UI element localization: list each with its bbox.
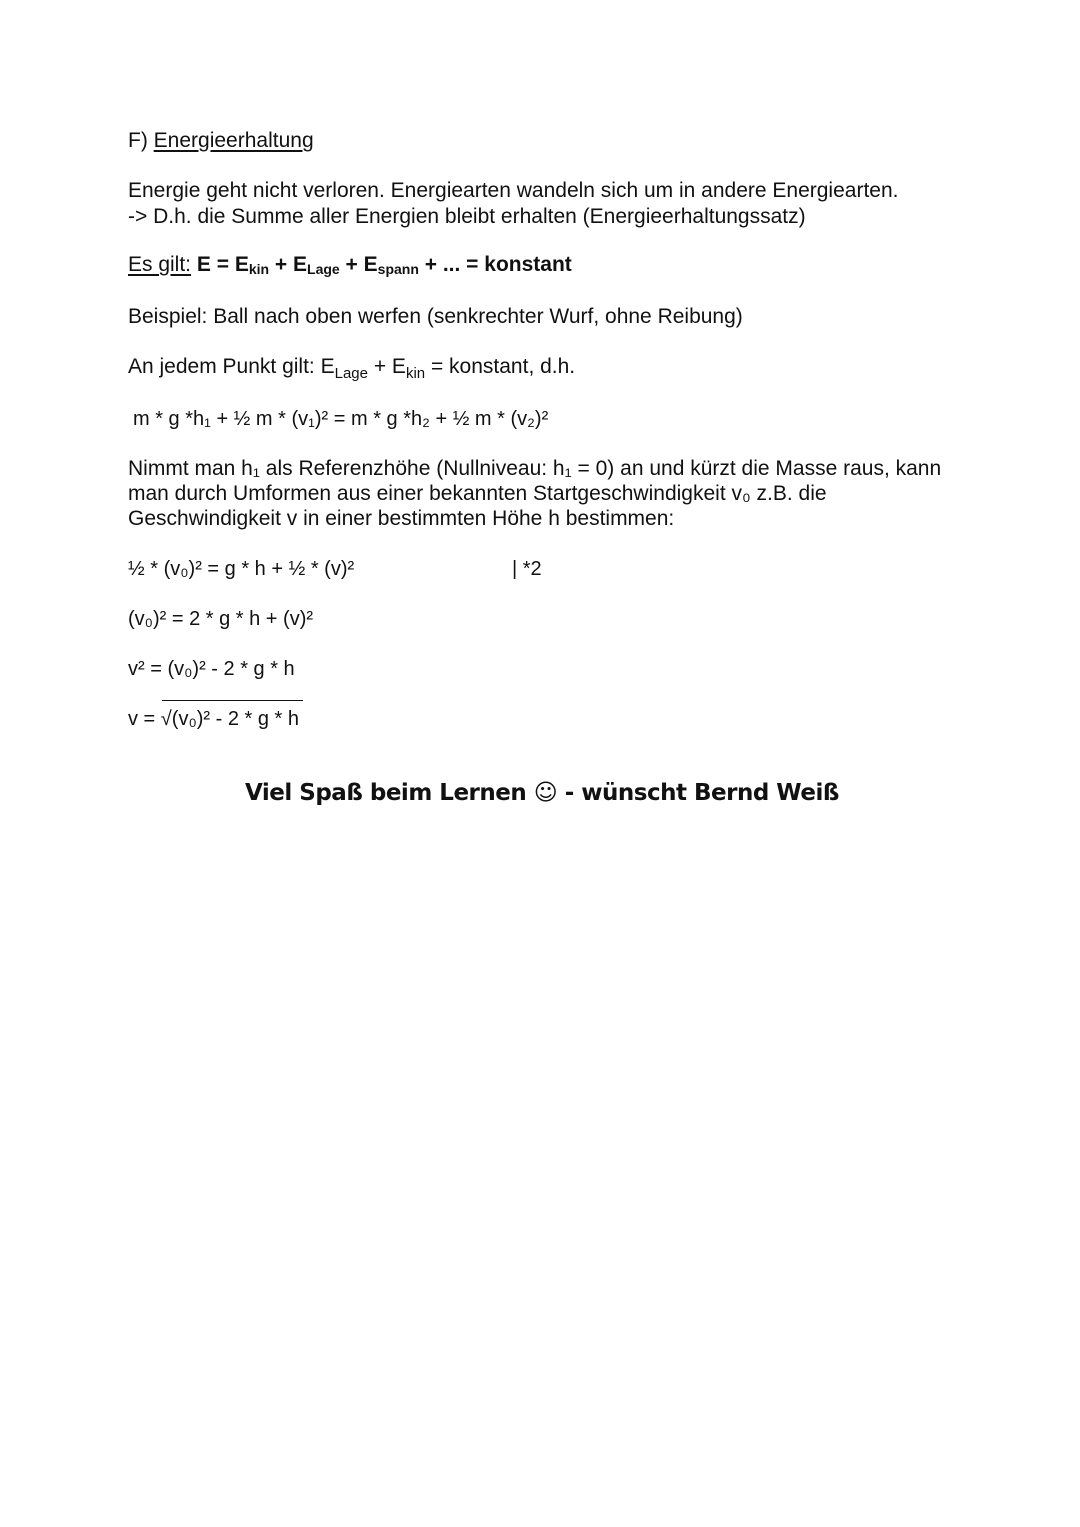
section-heading — [128, 128, 314, 154]
intro-line-1: Energie geht nicht verloren. Energiearten wandeln sich um in andere Energiearten. — [128, 179, 899, 202]
paragraph-line-1: Nimmt man h₁ als Referenzhöhe (Nullniveau: h₁ = 0) an und kürzt die Masse raus, kann — [128, 457, 942, 480]
derivation-step-3: v² = (v₀)² - 2 * g * h — [128, 658, 295, 680]
sqrt-bar — [162, 700, 303, 701]
sqrt-expression: v = √ (v₀)² - 2 * g * h — [128, 706, 299, 732]
section-prefix: F) — [128, 129, 148, 152]
intro-line-2: -> D.h. die Summe aller Energien bleibt erhalten (Energieerhaltungssatz) — [128, 205, 806, 228]
derivation-step-1-operation: | *2 — [512, 558, 542, 580]
law-label: Es gilt: — [128, 253, 192, 276]
paragraph-line-2: man durch Umformen aus einer bekannten Startgeschwindigkeit v₀ z.B. die — [128, 482, 827, 505]
example-text: Beispiel: Ball nach oben werfen (senkrechter Wurf, ohne Reibung) — [128, 305, 743, 328]
law-formula: E = Ekin + ELage + Espann + ... = konstant — [196, 253, 572, 277]
derivation-step-4 — [128, 706, 299, 732]
explanation-paragraph — [128, 456, 988, 531]
derivation-step-1: ½ * (v₀)² = g * h + ½ * (v)² — [128, 558, 355, 580]
paragraph-line-3: Geschwindigkeit v in einer bestimmten Höhe h bestimmen: — [128, 507, 675, 530]
section-title: Energieerhaltung — [153, 129, 314, 152]
energy-equation: m * g *h₁ + ½ m * (v₁)² = m * g *h₂ + ½ m * (v₂)² — [133, 408, 549, 430]
derivation-step-2: (v₀)² = 2 * g * h + (v)² — [128, 608, 314, 630]
point-rule: An jedem Punkt gilt: $E_{Lage} + E_{kin}$ = konstant, d.h. — [128, 355, 576, 382]
closing-greeting: Viel Spaß beim Lernen ☺ - wünscht Bernd Weiß — [245, 780, 839, 806]
energy-law — [128, 252, 572, 282]
